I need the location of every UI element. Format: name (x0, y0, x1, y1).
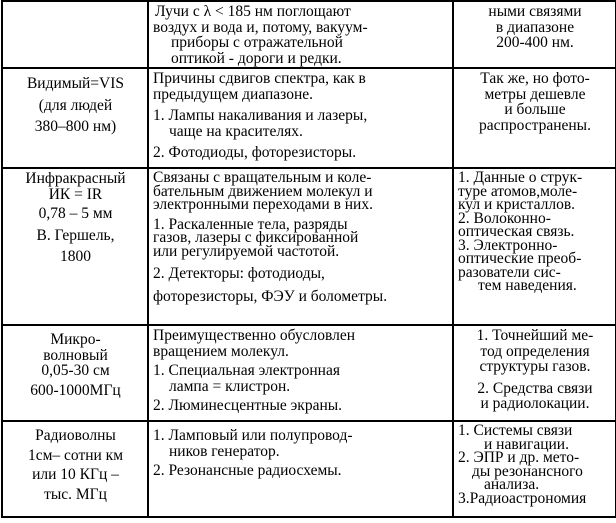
text-line: лампа = клистрон. (169, 377, 291, 395)
table-row (2, 168, 616, 325)
text-line: метры дешевле (484, 85, 586, 103)
text-line: электронными переходами в них. (153, 196, 373, 213)
text-line: Причины сдвигов спектра, как в (153, 70, 366, 87)
text-line: 1. Лампы накаливания и лазеры, (153, 107, 368, 124)
text-line: или 10 КГц – (32, 466, 119, 483)
text-line: разователи сис- (458, 263, 561, 281)
range-name-cell (2, 421, 148, 517)
text-line: приборы с отражательной (171, 34, 343, 51)
text-line: 1. Точнейший ме- (476, 327, 594, 344)
text-line: Инфракрасный (25, 170, 126, 187)
text-line: 1. Данные о струк- (458, 169, 583, 186)
text-line: тыс. МГц (44, 485, 107, 503)
text-line: 600-1000МГц (30, 381, 121, 399)
text-line: 1800 (60, 248, 91, 265)
application-cell (453, 421, 616, 517)
application-cell (453, 325, 616, 421)
text-line: Видимый=VIS (26, 75, 125, 92)
text-line: 2. Детекторы: фотодиоды, (153, 265, 325, 282)
text-line: анализа. (484, 476, 540, 493)
text-line: 200-400 нм. (496, 34, 574, 51)
text-line: Связаны с вращательным и коле- (153, 169, 372, 186)
text-line: ными связями (488, 3, 582, 20)
range-name-cell (2, 1, 148, 68)
text-line: Микро- (50, 331, 101, 348)
description-cell (148, 68, 453, 168)
text-line: 0,05-30 см (41, 362, 110, 379)
text-line: 0,78 – 5 мм (38, 205, 113, 222)
text-line: структуры газов. (479, 358, 591, 375)
application-cell (453, 68, 616, 168)
text-line: Радиоволны (35, 427, 116, 444)
text-line: ников генератор. (169, 442, 280, 460)
table-row (2, 1, 616, 68)
text-line: 1. Ламповый или полупровод- (153, 427, 353, 444)
table-row (2, 68, 616, 168)
text-line: оптикой - дороги и редки. (171, 49, 342, 67)
text-line: 3. Электронно- (458, 236, 558, 254)
text-line: (для людей (38, 96, 113, 114)
text-line: 2. Фотодиоды, фоторезисторы. (153, 144, 357, 161)
text-line: тод определения (480, 342, 590, 360)
text-line: кул и кристаллов. (458, 196, 576, 213)
text-line: чаще на красителях. (169, 122, 303, 140)
text-line: воздух и вода и, потому, вакуум- (153, 18, 368, 36)
text-line: Лучи с λ < 185 нм поглощают (155, 3, 351, 20)
text-line: волновый (43, 346, 108, 364)
text-line: и радиолокации. (480, 395, 590, 412)
text-line: или регулируемой частотой. (153, 242, 340, 260)
text-line: бательным движением молекул и (153, 182, 373, 200)
range-name-cell (2, 325, 148, 421)
text-line: 1см– сотни км (27, 446, 124, 464)
text-line: 2. Люминесцентные экраны. (153, 397, 343, 414)
text-line: газов, лазеры с фиксированной (153, 229, 359, 246)
spectral-ranges-table (1, 0, 616, 518)
range-name-cell (2, 68, 148, 168)
text-line: оптическая связь. (458, 223, 575, 240)
text-line: В. Гершель, (36, 226, 115, 244)
text-line: в диапазоне (495, 18, 575, 36)
text-line: 1. Раскаленные тела, разряды (153, 215, 348, 233)
text-line: 380–800 нм) (34, 118, 117, 135)
text-line: тем наведения. (478, 277, 577, 294)
text-line: 2. Средства связи (477, 379, 593, 397)
text-line: ИК = IR (48, 185, 103, 203)
text-line: оптические преоб- (458, 250, 582, 267)
text-line: и больше (504, 101, 566, 118)
description-cell (148, 421, 453, 517)
text-line: 2. Резонансные радиосхемы. (153, 462, 342, 479)
description-cell (148, 325, 453, 421)
text-line: Так же, но фото- (480, 70, 590, 87)
text-line: распространены. (479, 116, 591, 134)
application-cell (453, 1, 616, 68)
text-line: туре атомов,моле- (458, 182, 578, 200)
text-line: 1. Системы связи (458, 422, 573, 439)
description-cell (148, 1, 453, 68)
range-name-cell (2, 168, 148, 325)
text-line: фоторезисторы, ФЭУ и болометры. (153, 287, 388, 305)
text-line: 3.Радиоастрономия (458, 489, 587, 507)
text-line: ды резонансного (472, 462, 583, 480)
text-line: 2. ЭПР и др. мето- (458, 449, 580, 466)
text-line: и навигации. (484, 435, 569, 453)
text-line: предыдущем диапазоне. (153, 85, 314, 103)
text-line: вращением молекул. (153, 342, 289, 360)
application-cell (453, 168, 616, 325)
description-cell (148, 168, 453, 325)
text-line: 2. Волоконно- (458, 209, 551, 227)
table-row (2, 325, 616, 421)
text-line: 1. Специальная электронная (153, 362, 340, 379)
table-row (2, 421, 616, 517)
text-line: Преимущественно обусловлен (153, 327, 356, 344)
